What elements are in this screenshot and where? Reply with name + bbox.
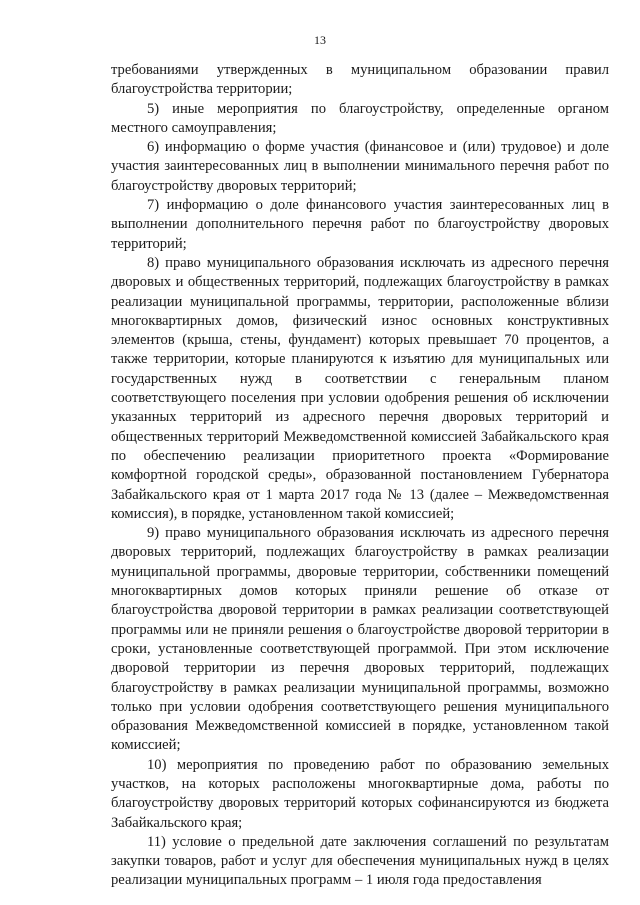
paragraph-item-8: 8) право муниципального образования исключать из адресного перечня дворовых и общественных территорий, подлежащих благоустройству в рамках реализации муниципальной программы, территории, расположенные вблизи многоквартирных домов, физический износ основных конструктивных элементов (крыша, стены, фундамент) которых превышает 70 процентов, а также территории, которые планируются к изъятию для муниципальных или государственных нужд в соответствии с генеральным планом соответствующего поселения при условии одобрения решения об исключении указанных территорий из адресного перечня дворовых территорий и общественных территорий Межведомственной комиссией Забайкальского края по обеспечению реализации приоритетного проекта «Формирование комфортной городской среды», образованной постановлением Губернатора Забайкальского края от 1 марта 2017 года № 13 (далее – Межведомственная комиссия), в порядке, установленном такой комиссией;	[111, 254, 609, 522]
paragraph-item-11: 11) условие о предельной дате заключения соглашений по результатам закупки товаров, работ и услуг для обеспечения муниципальных нужд в целях реализации муниципальных программ – 1 июля года предоставления	[111, 833, 609, 889]
paragraph-item-7: 7) информацию о доле финансового участия заинтересованных лиц в выполнении дополнительного перечня работ по благоустройству дворовых территорий;	[111, 197, 609, 252]
paragraph-item-6: 6) информацию о форме участия (финансовое и (или) трудовое) и доле участия заинтересованных лиц в выполнении минимального перечня работ по благоустройству дворовых территорий;	[111, 139, 609, 194]
document-body	[111, 61, 609, 891]
paragraph-item-9: 9) право муниципального образования исключать из адресного перечня дворовых территорий, подлежащих благоустройству в рамках реализации муниципальной программы, дворовые территории, собственники помещений многоквартирных домов которых приняли решение об отказе от благоустройства дворовой территории в рамках реализации соответствующей программы или не приняли решения о благоустройстве дворовой территории в сроки, установленные соответствующей программой. При этом исключение дворовой территории из перечня дворовых территорий, подлежащих благоустройству в рамках реализации муниципальной программы, возможно только при условии одобрения соответствующего решения муниципального образования Межведомственной комиссией в порядке, установленном такой комиссией;	[111, 525, 609, 754]
paragraph-item-10: 10) мероприятия по проведению работ по образованию земельных участков, на которых расположены многоквартирные дома, работы по благоустройству дворовых территорий которых софинансируются из бюджета Забайкальского края;	[111, 756, 609, 831]
paragraph-item-5: 5) иные мероприятия по благоустройству, определенные органом местного самоуправления;	[111, 100, 609, 136]
page-number: 13	[314, 33, 326, 47]
paragraph-continuation: требованиями утвержденных в муниципальном образовании правил благоустройства территории;	[111, 62, 609, 98]
